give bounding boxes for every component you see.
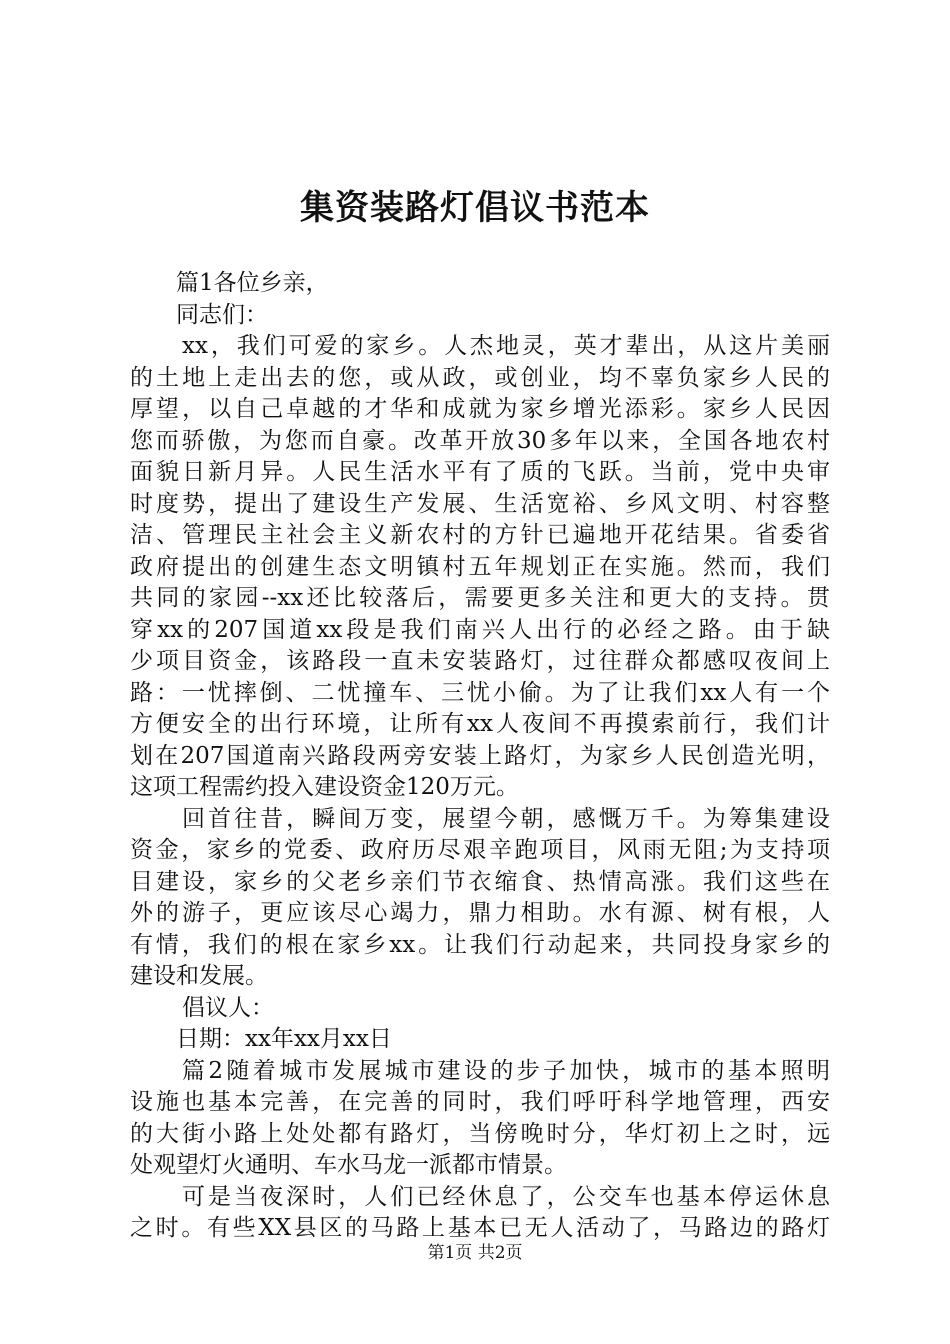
text-line: 建设和发展。 xyxy=(130,963,268,989)
text-line: 篇2随着城市发展城市建设的步子加快，城市的基本照明 xyxy=(182,1057,830,1084)
text-line: 倡议人： xyxy=(182,994,274,1021)
text-line: 路：一忧摔倒、二忧撞车、三忧小偷。为了让我们xx人有一个 xyxy=(130,679,830,706)
text-line: xx，我们可爱的家乡。人杰地灵，英才辈出，从这片美丽 xyxy=(182,333,830,359)
text-line: 方便安全的出行环境，让所有xx人夜间不再摸索前行，我们计 xyxy=(130,711,830,737)
text-line: 的土地上走出去的您，或从政，或创业，均不辜负家乡人民的 xyxy=(130,364,830,391)
text-line: 回首往昔，瞬间万变，展望今朝，感慨万千。为筹集建设 xyxy=(182,805,830,832)
text-line: 穿xx的207国道xx段是我们南兴人出行的必经之路。由于缺 xyxy=(130,616,830,643)
text-line: 洁、管理民主社会主义新农村的方针已遍地开花结果。省委省 xyxy=(130,522,830,548)
text-line: 目建设，家乡的父老乡亲们节衣缩食、热情高涨。我们这些在 xyxy=(130,868,830,895)
document-body xyxy=(130,268,830,1245)
text-line: 时度势，提出了建设生产发展、生活宽裕、乡风文明、村容整 xyxy=(130,490,830,517)
text-line: 日期：xx年xx月xx日 xyxy=(176,1026,392,1052)
text-line: 少项目资金，该路段一直未安装路灯，过往群众都感叹夜间上 xyxy=(130,648,830,674)
text-line: 的大街小路上处处都有路灯，当傍晚时分，华灯初上之时，远 xyxy=(130,1120,830,1147)
text-line: 同志们： xyxy=(176,301,268,328)
text-line: 划在207国道南兴路段两旁安装上路灯，为家乡人民创造光明， xyxy=(130,742,830,769)
text-line: 篇1各位乡亲， xyxy=(176,270,329,296)
text-line: 厚望，以自己卓越的才华和成就为家乡增光添彩。家乡人民因 xyxy=(130,396,830,422)
text-line: 资金，家乡的党委、政府历尽艰辛跑项目，风雨无阻;为支持项 xyxy=(130,837,830,863)
page-footer: 第1页 共2页 xyxy=(427,1243,523,1263)
text-line: 共同的家园--xx还比较落后，需要更多关注和更大的支持。贯 xyxy=(130,585,830,611)
text-line: 外的游子，更应该尽心竭力，鼎力相助。水有源、树有根，人 xyxy=(130,900,830,926)
text-line: 这项工程需约投入建设资金120万元。 xyxy=(130,774,519,800)
text-line: 处观望灯火通明、车水马龙一派都市情景。 xyxy=(130,1152,567,1178)
text-line: 之时。有些XX县区的马路上基本已无人活动了，马路边的路灯 xyxy=(130,1215,830,1241)
text-line: 设施也基本完善，在完善的同时，我们呼吁科学地管理，西安 xyxy=(130,1089,830,1115)
text-line: 有情，我们的根在家乡xx。让我们行动起来，共同投身家乡的 xyxy=(130,931,830,958)
text-line: 可是当夜深时，人们已经休息了，公交车也基本停运休息 xyxy=(182,1183,830,1210)
text-line: 面貌日新月异。人民生活水平有了质的飞跃。当前，党中央审 xyxy=(130,459,830,485)
text-line: 您而骄傲，为您而自豪。改革开放30多年以来，全国各地农村 xyxy=(130,427,830,454)
page-title: 集资装路灯倡议书范本 xyxy=(300,188,650,228)
text-line: 政府提出的创建生态文明镇村五年规划正在实施。然而，我们 xyxy=(130,553,830,580)
